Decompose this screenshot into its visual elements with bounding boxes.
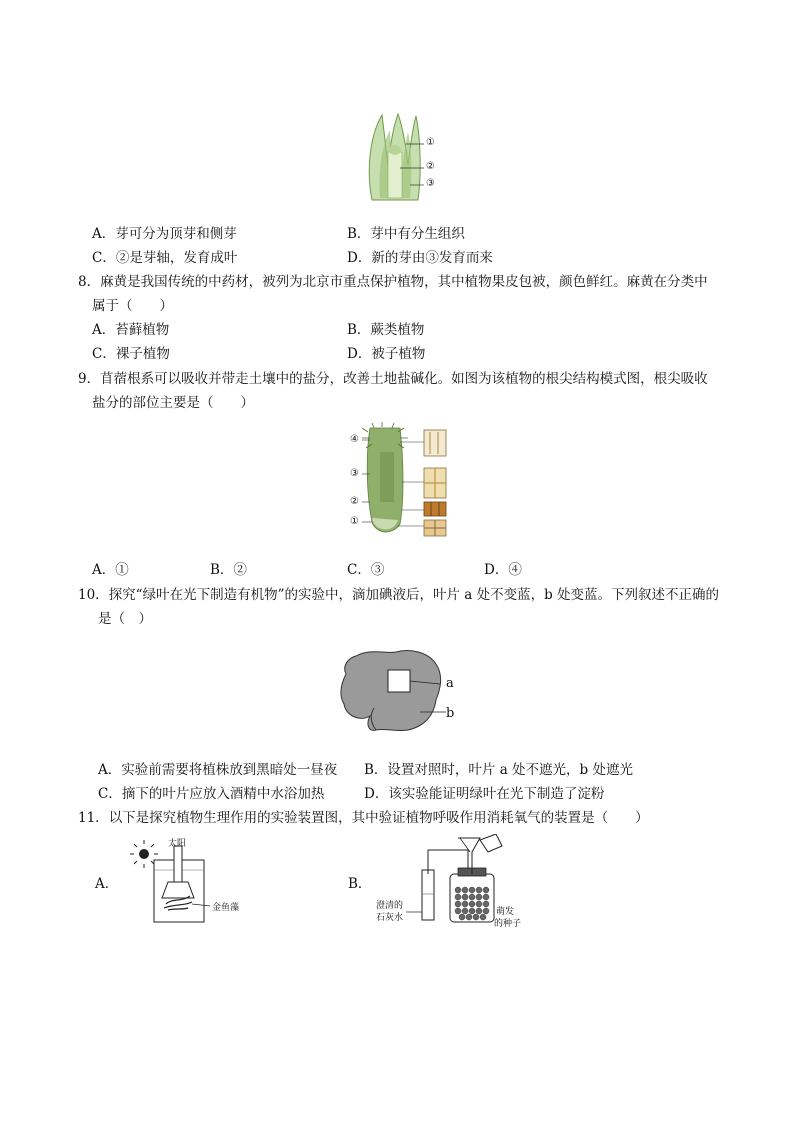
- bud-label-1: ①: [426, 137, 435, 148]
- question-number: 8．: [78, 274, 101, 290]
- leaf-label-a: a: [446, 676, 454, 691]
- option-text: ②: [233, 562, 247, 578]
- option-text: ④: [508, 562, 522, 578]
- bud-label-2: ②: [426, 161, 435, 172]
- limewater-label-2: 石灰水: [376, 913, 404, 923]
- seeds-label-1: 萌发: [496, 907, 515, 917]
- option-letter: A．: [92, 322, 116, 338]
- question-text: 探究“绿叶在光下制造有机物”的实验中，滴加碘液后，叶片 a 处不变蓝，b 处变蓝。下列叙述不正确的: [108, 587, 720, 603]
- q8-option-a[interactable]: [92, 318, 169, 338]
- plant-label: 金鱼藻: [212, 903, 240, 913]
- question-number: 9．: [78, 371, 101, 387]
- q11-apparatus-a[interactable]: [128, 834, 258, 926]
- leaf-figure: [336, 648, 466, 736]
- option-text: 设置对照时，叶片 a 处不遮光，b 处遮光: [387, 762, 633, 778]
- option-letter: A．: [92, 562, 116, 578]
- root-tip-drawing: [348, 422, 458, 540]
- question-number: 11．: [78, 810, 109, 826]
- q9-stem-line1: [78, 367, 708, 387]
- option-text: 苔藓植物: [115, 322, 170, 338]
- leaf-drawing: [336, 648, 466, 736]
- option-text: ①: [115, 562, 129, 578]
- option-text: 芽中有分生组织: [370, 226, 465, 242]
- q10-option-b[interactable]: [364, 758, 633, 778]
- q7-option-c[interactable]: [92, 246, 237, 266]
- sun-label: 太阳: [168, 839, 187, 849]
- bud-section-drawing: [360, 110, 450, 205]
- option-text: 裸子植物: [115, 346, 170, 362]
- bud-label-3: ③: [426, 178, 435, 189]
- q10-stem-line2: 是（ ）: [98, 611, 152, 627]
- q11-stem: [78, 806, 649, 826]
- q8-option-c[interactable]: [92, 342, 170, 362]
- option-letter: A．: [98, 762, 122, 778]
- q7-option-a[interactable]: [92, 222, 237, 242]
- q9-option-c[interactable]: [347, 558, 384, 578]
- option-text: 实验前需要将植株放到黑暗处一昼夜: [121, 762, 338, 778]
- q9-option-d[interactable]: [484, 558, 522, 578]
- option-text: 新的芽由③发育而来: [371, 250, 493, 266]
- option-text: ③: [370, 562, 385, 578]
- q10-option-c[interactable]: [98, 782, 324, 802]
- q11-option-a-letter[interactable]: A．: [95, 876, 119, 892]
- option-letter: D．: [347, 250, 372, 266]
- q11-apparatus-b[interactable]: [376, 834, 526, 930]
- root-label-3: ③: [350, 468, 359, 479]
- q8-option-b[interactable]: [347, 318, 424, 338]
- bud-section-figure: [360, 110, 450, 205]
- root-label-4: ④: [350, 434, 359, 445]
- question-number: 10．: [78, 587, 109, 603]
- option-text: 摘下的叶片应放入酒精中水浴加热: [121, 786, 325, 802]
- option-text: 该实验能证明绿叶在光下制造了淀粉: [388, 786, 605, 802]
- option-letter: C．: [98, 786, 122, 802]
- option-letter: B．: [347, 322, 371, 338]
- option-text: ②是芽轴，发育成叶: [115, 250, 238, 266]
- q10-option-a[interactable]: [98, 758, 337, 778]
- seeds-label-2: 的种子: [494, 919, 522, 929]
- option-letter: C．: [92, 250, 116, 266]
- q8-stem-line2: 属于（ ）: [92, 298, 173, 314]
- root-label-2: ②: [350, 496, 359, 507]
- option-text: 被子植物: [371, 346, 426, 362]
- option-letter: B．: [347, 226, 371, 242]
- option-text: 蕨类植物: [370, 322, 425, 338]
- option-letter: B．: [210, 562, 234, 578]
- option-letter: D．: [347, 346, 372, 362]
- option-letter: D．: [364, 786, 389, 802]
- option-letter: C．: [347, 562, 371, 578]
- q9-stem-line2: 盐分的部位主要是（ ）: [92, 395, 254, 411]
- option-letter: C．: [92, 346, 116, 362]
- q11-option-b-letter[interactable]: B．: [348, 876, 372, 892]
- limewater-label-1: 澄清的: [376, 901, 404, 911]
- q10-stem-line1: [78, 583, 719, 603]
- root-tip-figure: [348, 422, 458, 540]
- q7-option-d[interactable]: [347, 246, 493, 266]
- q9-option-b[interactable]: [210, 558, 247, 578]
- option-letter: A．: [92, 226, 116, 242]
- question-text: 以下是探究植物生理作用的实验装置图，其中验证植物呼吸作用消耗氧气的装置是（ ）: [108, 810, 649, 826]
- option-letter: D．: [484, 562, 509, 578]
- question-text: 苜蓿根系可以吸收并带走土壤中的盐分，改善土地盐碱化。如图为该植物的根尖结构模式图，根尖吸收: [100, 371, 708, 387]
- q9-option-a[interactable]: [92, 558, 129, 578]
- leaf-label-b: b: [446, 706, 455, 721]
- q8-option-d[interactable]: [347, 342, 425, 362]
- option-text: 芽可分为顶芽和侧芽: [115, 226, 237, 242]
- root-label-1: ①: [350, 516, 359, 527]
- q7-option-b[interactable]: [347, 222, 465, 242]
- q8-stem-line1: [78, 270, 708, 290]
- option-letter: B．: [364, 762, 388, 778]
- question-text: 麻黄是我国传统的中药材，被列为北京市重点保护植物，其中植物果皮包被，颜色鲜红。麻黄在分类中: [100, 274, 708, 290]
- q10-option-d[interactable]: [364, 782, 604, 802]
